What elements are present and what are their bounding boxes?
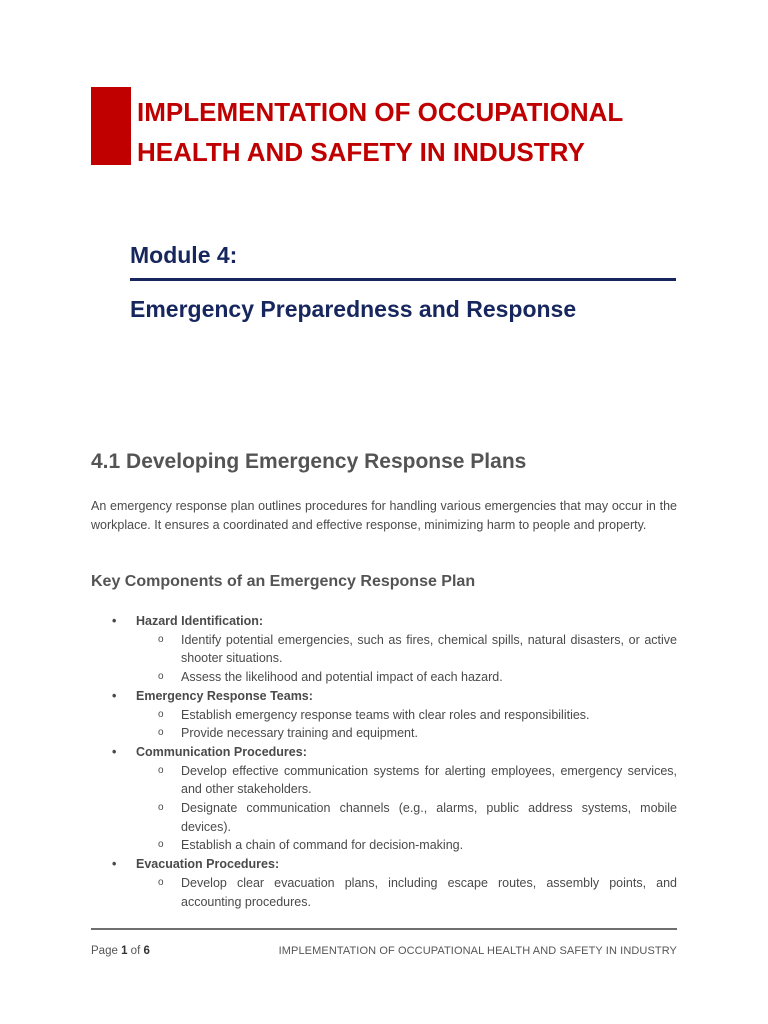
section-intro: An emergency response plan outlines procedures for handling various emergencies that may occur in the workplace. It ensures a coordinated and effective response, minimizing harm to people and property. xyxy=(91,499,677,532)
module-divider xyxy=(130,278,676,281)
sub-list-item: o Establish a chain of command for decision-making. xyxy=(91,836,677,855)
components-list xyxy=(91,612,677,911)
list-item-label: • Emergency Response Teams: xyxy=(91,687,677,706)
sub-list xyxy=(91,762,677,856)
sub-list xyxy=(91,631,677,687)
components-heading: Key Components of an Emergency Response Plan xyxy=(91,573,476,590)
list-item-label: • Hazard Identification: xyxy=(91,612,677,631)
document-title: IMPLEMENTATION OF OCCUPATIONAL HEALTH AND SAFETY IN INDUSTRY xyxy=(137,97,623,167)
module-subtitle: Emergency Preparedness and Response xyxy=(130,296,577,322)
list-item xyxy=(91,612,677,687)
page-number xyxy=(91,943,150,959)
page-current: 1 xyxy=(121,945,128,957)
list-item xyxy=(91,743,677,855)
section-heading: 4.1 Developing Emergency Response Plans xyxy=(91,450,527,473)
module-label: Module 4: xyxy=(130,242,238,268)
page-total: 6 xyxy=(143,945,150,957)
page-prefix: Page xyxy=(91,945,118,957)
sub-list-item: o Identify potential emergencies, such as fires, chemical spills, natural disasters, or active shooter situations. xyxy=(91,631,677,668)
footer-divider xyxy=(91,928,677,930)
sub-list-item: o Establish emergency response teams with clear roles and responsibilities. xyxy=(91,706,677,725)
list-item-label: • Communication Procedures: xyxy=(91,743,677,762)
list-item-label: • Evacuation Procedures: xyxy=(91,855,677,874)
list-item xyxy=(91,855,677,911)
sub-list-item: o Develop effective communication systems for alerting employees, emergency services, and other stakeholders. xyxy=(91,762,677,799)
sub-list-item: o Provide necessary training and equipment. xyxy=(91,724,677,743)
sub-list xyxy=(91,706,677,743)
sub-list-item: o Develop clear evacuation plans, including escape routes, assembly points, and accounting procedures. xyxy=(91,874,677,911)
sub-list-item: o Assess the likelihood and potential impact of each hazard. xyxy=(91,668,677,687)
footer-running-title: IMPLEMENTATION OF OCCUPATIONAL HEALTH AND SAFETY IN INDUSTRY xyxy=(278,945,677,957)
title-accent-bar xyxy=(91,87,131,165)
sub-list xyxy=(91,874,677,911)
sub-list-item: o Designate communication channels (e.g., alarms, public address systems, mobile devices). xyxy=(91,799,677,836)
page-of: of xyxy=(130,945,141,957)
list-item xyxy=(91,687,677,743)
